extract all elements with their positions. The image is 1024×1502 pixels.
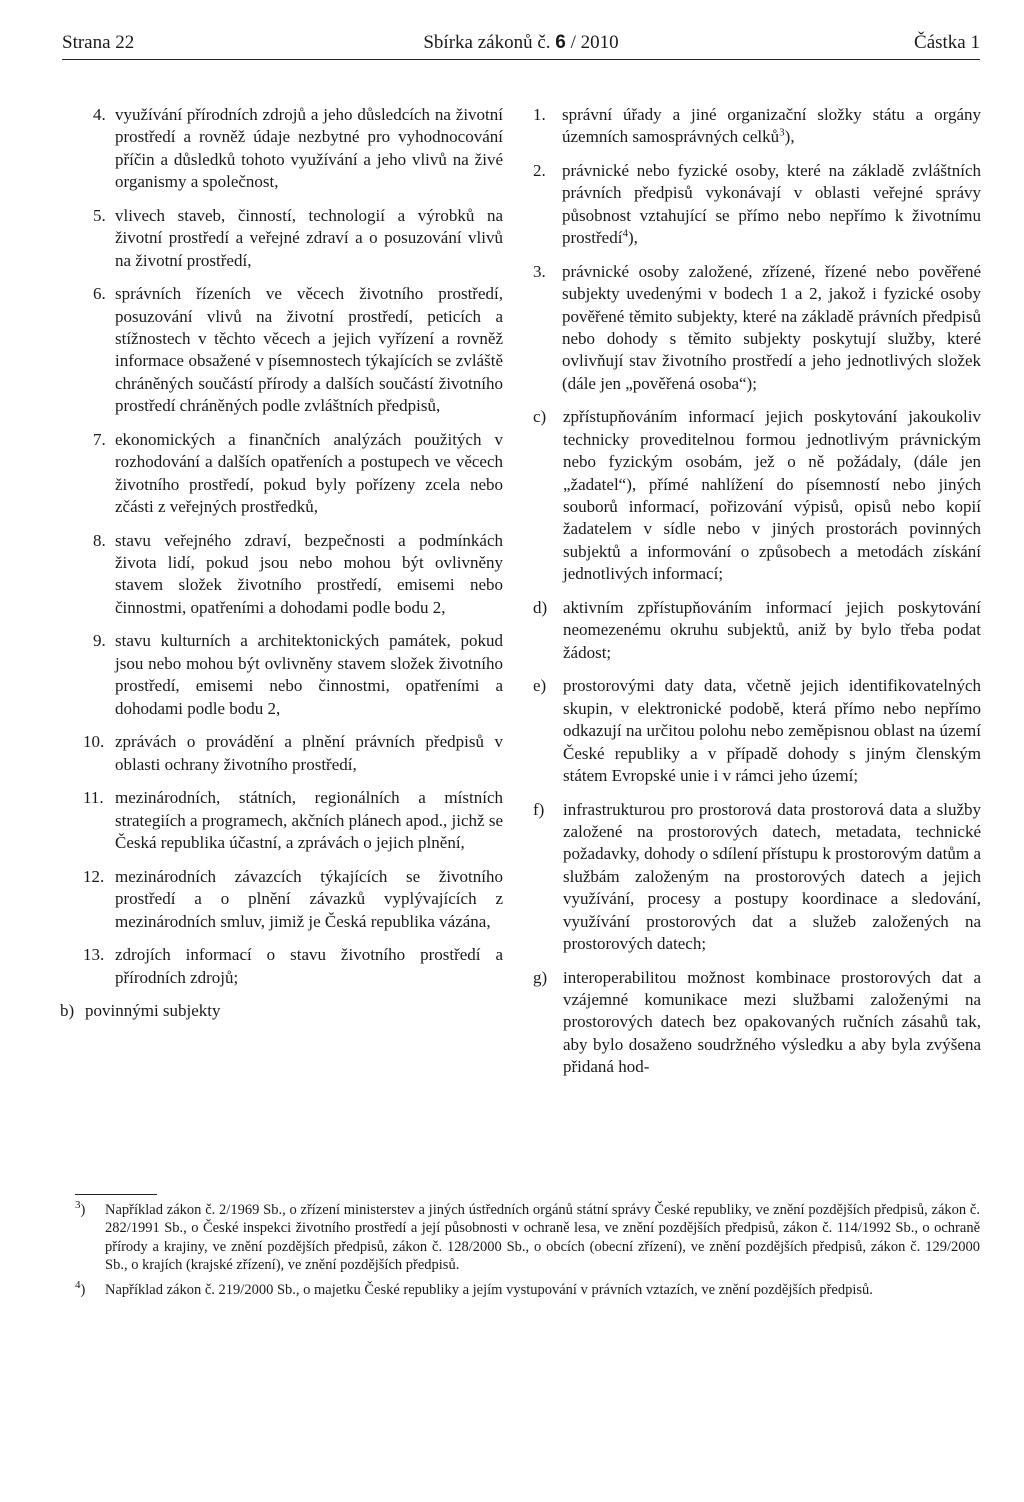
- collection-year: / 2010: [570, 32, 619, 53]
- list-item-text: vlivech staveb, činností, technologií a výrobků na životní prostředí a veřejné zdraví a o posuzování vlivů na životní prostředí,: [115, 205, 503, 270]
- list-item: [60, 530, 503, 620]
- subject-item-text: právnické osoby založené, zřízené, řízené nebo pověřené subjekty uvedenými v bodech 1 a 2, jakož i fyzické osoby pověřené těmito subjekty, které na základě právních předpisů nebo dohody s těmito subjekty poskytují služby, které ovlivňují stav životního prostředí a jeho jednotlivých složek (dále jen „pověřená osoba“);: [562, 261, 981, 393]
- list-item-text: stavu kulturních a architektonických památek, pokud jsou nebo mohou být ovlivněny stavem složek životního prostředí, emisemi nebo činnostmi, opatřeními a dohodami podle bodu 2,: [115, 631, 503, 718]
- letter-item-marker: g): [533, 967, 548, 987]
- letter-item-marker: d): [533, 597, 548, 617]
- list-item-number: 9.: [93, 631, 106, 651]
- letter-item-text: prostorovými daty data, včetně jejich identifikovatelných skupin, v elektronické podobě, která přímo nebo nepřímo odkazují na určitou polohu nebo zeměpisnou oblast na území České republiky a v případě dohody s jiným členským státem Evropské unie i v rámci jeho území;: [563, 676, 981, 785]
- letter-item-text: infrastrukturou pro prostorová data prostorová data a služby založené na prostorových datech, metadata, technické požadavky, dohody o sdílení přístupu k prostorovým datům a službám založeným na prostorových datech a jejich využívání, procesy a postupy koordinace a sledování, využívání prostorových dat a služeb založených na prostorových datech;: [563, 799, 981, 953]
- letter-item: [533, 967, 981, 1079]
- letter-item: [533, 406, 981, 585]
- letter-item-marker: c): [533, 407, 547, 427]
- footnote-mark: $^4$): [75, 1278, 86, 1298]
- subject-item-body: právnické nebo fyzické osoby, které na základě zvláštních právních předpisů vykonávají v oblasti veřejné správy působnost vztahující se přímo nebo nepřímo k životnímu prostředí: [562, 161, 981, 248]
- list-item-text: ekonomických a finančních analýzách použitých v rozhodování a dalších opatřeních a postupech ve věcech životního prostředí, pokud byly pořízeny zcela nebo zčásti z veřejných prostředků,: [115, 429, 503, 517]
- list-item: [60, 731, 503, 776]
- list-item-number: 10.: [83, 732, 105, 752]
- letter-item-text: interoperabilitou možnost kombinace prostorových dat a vzájemné komunikace mezi službami založenými na prostorových datech bez opakovaných ručních zásahů tak, aby bylo dosaženo soudržného výsledku a aby byla zvýšena přidaná hod-: [563, 967, 981, 1077]
- list-item: [60, 104, 503, 194]
- left-column: [60, 104, 503, 1034]
- list-item-number: 8.: [93, 530, 106, 550]
- list-item-number: 6.: [93, 284, 106, 304]
- page-header: [62, 22, 980, 62]
- subject-item-number: 2.: [533, 161, 546, 180]
- letter-item: [533, 799, 981, 956]
- footnote: [75, 1201, 980, 1275]
- list-item-text: správních řízeních ve věcech životního prostředí, posuzování vlivů na životní prostředí, peticích a stížnostech v těchto věcech a jejich vyřízení a rovněž informace obsažené v písemnostech týkajících se zvláště chráněných součástí přírody a dalších součástí životního prostředí chráněných podle zvláštních předpisů,: [115, 284, 503, 416]
- list-item-number: 13.: [83, 945, 105, 965]
- subject-item-text: [562, 160, 981, 250]
- list-item-text: stavu veřejného zdraví, bezpečnosti a podmínkách života lidí, pokud jsou nebo mohou být ovlivněny stavem složek životního prostředí, emisemi nebo činnostmi, opatřeními a dohodami podle bodu 2,: [115, 530, 503, 617]
- letter-item-marker: b): [60, 1001, 75, 1021]
- part-number: Částka 1: [914, 32, 980, 53]
- letter-item-b: [60, 1000, 503, 1022]
- subject-item-tail: ),: [627, 228, 638, 248]
- letter-item-text: aktivním zpřístupňováním informací jejich poskytování neomezenému okruhu subjektů, aniž by bylo třeba podat žádost;: [563, 597, 981, 662]
- letter-item: [533, 597, 981, 664]
- letter-item-marker: e): [533, 676, 547, 696]
- list-item-number: 7.: [93, 429, 106, 449]
- footnotes: [75, 1201, 980, 1305]
- letter-item-text: povinnými subjekty: [85, 1001, 221, 1021]
- footnote: [75, 1278, 980, 1299]
- footnote-ref: 3: [779, 126, 785, 139]
- footnote-ref: 4: [622, 227, 628, 240]
- subject-item: [533, 104, 981, 149]
- letter-item-text: zpřístupňováním informací jejich poskytování jakoukoliv technicky proveditelnou formou jednotlivým právnickým nebo fyzickým osobám, jež o ně požádaly, (dále jen „žadatel“), přímé nahlížení do písemností nebo jiných souborů informací, pořizování výpisů, opisů nebo kopií žadatelem v sídle nebo v jiných prostorách povinných subjektů a informování o způsobech a metodách získání jednotlivých informací;: [563, 407, 981, 584]
- list-item-number: 5.: [93, 205, 106, 225]
- footnote-number: 3: [75, 1199, 81, 1212]
- list-item: [60, 787, 503, 854]
- list-item: [60, 205, 503, 272]
- subject-item: [533, 160, 981, 250]
- list-item-text: zdrojích informací o stavu životního prostředí a přírodních zdrojů;: [115, 945, 503, 987]
- issue-number: 6: [555, 32, 566, 53]
- subject-item-tail: ),: [784, 127, 795, 147]
- page-number: Strana 22: [62, 32, 135, 53]
- header-rule: [62, 59, 980, 60]
- list-item: [60, 630, 503, 720]
- list-item-text: mezinárodních, státních, regionálních a místních strategiích a programech, akčních plánech apod., jichž se Česká republika účastní, a zprávách o jejich plnění,: [115, 788, 503, 853]
- list-item-text: zprávách o provádění a plnění právních předpisů v oblasti ochrany životního prostředí,: [115, 732, 503, 774]
- footnote-text: Například zákon č. 219/2000 Sb., o majetku České republiky a jejím vystupování v právních vztazích, ve znění pozdějších předpisů.: [105, 1281, 873, 1298]
- list-item: [60, 866, 503, 933]
- letter-item-marker: f): [533, 799, 545, 819]
- footnote-mark: $^3$): [75, 1199, 86, 1218]
- list-item: [60, 283, 503, 417]
- subject-item-number: 3.: [533, 261, 546, 281]
- letter-item: [533, 675, 981, 787]
- list-item: [60, 429, 503, 519]
- subject-item-body: správní úřady a jiné organizační složky státu a orgány územních samosprávných celků: [562, 105, 981, 147]
- list-item-number: 11.: [83, 788, 104, 808]
- list-item-text: mezinárodních závazcích týkajících se životního prostředí a o plnění závazků vyplývajících z mezinárodních smluv, jimiž je Česká republika vázána,: [115, 866, 503, 931]
- right-column: [533, 104, 981, 1090]
- footnote-number: 4: [75, 1278, 81, 1291]
- subject-item-text: [562, 104, 981, 149]
- collection-title: [62, 32, 980, 54]
- list-item-number: 12.: [83, 866, 105, 886]
- subject-item-number: 1.: [533, 105, 546, 124]
- footnote-text: Například zákon č. 2/1969 Sb., o zřízení ministerstev a jiných ústředních orgánů státní správy České republiky, ve znění pozdějších předpisů, zákon č. 282/1991 Sb., o České inspekci životního prostředí a její působnosti v ochraně lesa, ve znění pozdějších předpisů, zákon č. 114/1992 Sb., o ochraně přírody a krajiny, ve znění pozdějších předpisů, zákon č. 128/2000 Sb., o obcích (obecní zřízení), ve znění pozdějších předpisů, zákon č. 129/2000 Sb., o krajích (krajské zřízení), ve znění pozdějších předpisů.: [105, 1202, 980, 1274]
- list-item-text: využívání přírodních zdrojů a jeho důsledcích na životní prostředí a rovněž údaje nezbytné pro vyhodnocování příčin a důsledků tohoto využívání a jeho vlivů na živé organismy a společnost,: [115, 105, 503, 192]
- footnote-separator: [75, 1194, 157, 1195]
- list-item-number: 4.: [93, 105, 106, 124]
- list-item: [60, 944, 503, 989]
- subject-item: [533, 261, 981, 395]
- collection-title-prefix: Sbírka zákonů č.: [423, 32, 551, 53]
